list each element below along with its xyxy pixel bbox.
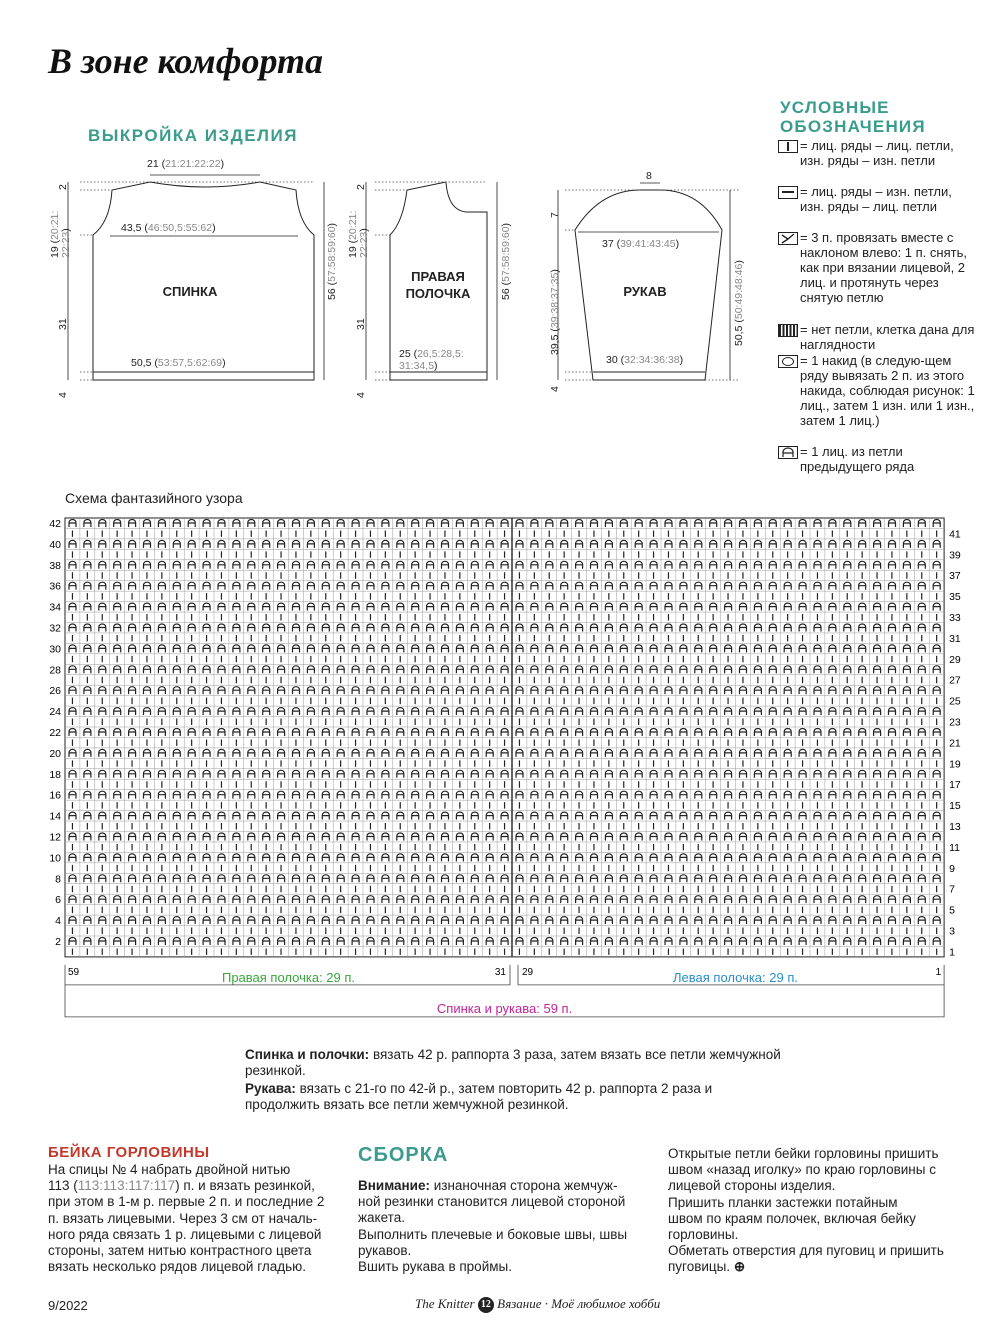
right-front-end: 31 <box>494 966 506 978</box>
legend-item-kbelow: = 1 лиц. из петли предыдущего ряда <box>778 444 978 459</box>
row-label: 35 <box>949 591 961 604</box>
pattern-heading: ВЫКРОЙКА ИЗДЕЛИЯ <box>88 126 298 145</box>
row-label: 2 <box>55 935 61 948</box>
legend-item-knit: = лиц. ряды – лиц. петли, изн. ряды – изн. петли <box>778 138 978 153</box>
legend-item-k3tog: = 3 п. провязать вместе с наклоном влево: 1 п. снять, как при вязании лицевой, 2 лиц. и протянуть через снятую петлю <box>778 230 978 245</box>
row-label: 17 <box>949 779 961 792</box>
sleeve-top-dim: 8 <box>646 170 652 182</box>
row-label: 32 <box>49 622 61 635</box>
left-front-label: Левая полочка: 29 п. <box>673 969 798 985</box>
row-label: 11 <box>949 841 961 854</box>
row-label: 8 <box>55 873 61 886</box>
sleeve-rib-dim: 4 <box>549 386 561 392</box>
stitch-chart <box>0 505 1000 1027</box>
front-rib-dim: 4 <box>355 392 367 398</box>
purl-stitch-icon <box>778 186 798 199</box>
row-label: 21 <box>949 737 961 750</box>
back-top-dim: 21 (21:21:22:22) <box>147 158 225 170</box>
front-shoulder-dim: 2 <box>355 184 367 190</box>
back-height-dim: 56 (57:58:59:60) <box>326 222 338 300</box>
yarn-over-icon <box>778 355 798 368</box>
assembly-heading: СБОРКА <box>358 1144 449 1166</box>
page-number: 12 <box>478 1297 494 1313</box>
row-label: 28 <box>49 664 61 677</box>
row-label: 40 <box>49 538 61 551</box>
row-label: 29 <box>949 653 961 666</box>
left-front-end: 1 <box>935 966 942 978</box>
row-label: 42 <box>49 517 61 530</box>
legend-heading-line1: УСЛОВНЫЕ <box>780 98 890 117</box>
legend-item-yo: = 1 накид (в следую-щем ряду вывязать 2 п. из этого накида, соблюдая рисунок: 1 лиц., затем 1 изн. или 1 изн., затем 1 лиц.) <box>778 353 978 368</box>
row-label: 3 <box>949 925 955 938</box>
back-label: СПИНКА <box>162 284 218 299</box>
k3tog-left-icon <box>778 232 798 245</box>
front-body-dim: 31 <box>355 318 367 330</box>
legend-item-purl: = лиц. ряды – изн. петли, изн. ряды – лиц. петли <box>778 184 978 199</box>
row-label: 9 <box>949 862 955 875</box>
sleeve-length-dim: 50,5 (50:49:48:46) <box>733 260 745 346</box>
row-label: 15 <box>949 800 961 813</box>
row-label: 39 <box>949 549 961 562</box>
row-label: 27 <box>949 674 961 687</box>
finish-text: Открытые петли бейки горловины пришить швом «назад иголку» по краю горловины с лицевой стороны изделия. Пришить планки застежки потайным швом по краям полочек, включая бейку горловины. Обметать отверстия для пуговиц и пришить пуговицы. ⊕ <box>668 1146 944 1275</box>
row-label: 6 <box>55 894 61 907</box>
page-title: В зоне комфорта <box>48 41 324 81</box>
row-label: 33 <box>949 612 961 624</box>
back-shoulder-dim: 2 <box>57 184 69 190</box>
no-stitch-icon <box>778 324 798 337</box>
sleeve-cap-dim: 7 <box>549 212 561 218</box>
row-label: 18 <box>49 768 61 781</box>
row-label: 5 <box>949 904 955 917</box>
row-label: 26 <box>49 685 61 698</box>
back-hem-dim: 50,5 (53:57,5:62:69) <box>131 357 226 369</box>
sleeve-width-dim: 37 (39:41:43:45) <box>602 238 680 250</box>
row-label: 36 <box>49 580 61 593</box>
legend-item-nostitch: = нет петли, клетка дана для наглядности <box>778 322 978 337</box>
row-label: 41 <box>949 528 961 541</box>
row-label: 30 <box>49 643 61 656</box>
row-label: 25 <box>949 695 961 708</box>
row-label: 14 <box>49 810 61 823</box>
sleeve-lower-dim: 39,5 (39:38:37:35) <box>549 269 561 355</box>
right-front-label: Правая полочка: 29 п. <box>221 969 356 985</box>
sleeve-label: РУКАВ <box>623 284 667 299</box>
note-sleeves: Рукава: вязать с 21-го по 42-й р., затем повторить 42 р. раппорта 2 раза и продолжить вязать все петли жемчужной резинкой. <box>245 1081 713 1112</box>
neck-text: На спицы № 4 набрать двойной нитью 113 (113:113:117:117) п. и вязать резинкой, при этом в 1-м р. первые 2 п. и последние 2 п. вязать лицевыми. Через 3 см от началь- ного ряда связать 1 р. лицевыми с лицевой стороны, затем нитью контрастного цвета вязать несколько рядов лицевой гладью. <box>48 1162 325 1275</box>
back-sleeve-label: Спинка и рукава: 59 п. <box>436 1000 573 1016</box>
pattern-schematic <box>0 150 770 410</box>
row-label: 12 <box>49 831 61 844</box>
assembly-text: Внимание: изнаночная сторона жемчуж- ной резинки становится лицевой стороной жакета. Выполнить плечевые и боковые швы, швы рукавов. Вшить рукава в проймы. <box>358 1178 628 1275</box>
row-label: 38 <box>49 559 61 572</box>
row-label: 13 <box>949 821 961 833</box>
sleeve-cuff-dim: 30 (32:34:36:38) <box>606 354 684 366</box>
back-armhole-dim: 19 (20:21: 22:23) <box>49 210 72 258</box>
front-label: ПРАВАЯ ПОЛОЧКА <box>405 269 471 301</box>
right-front-start: 59 <box>68 966 80 978</box>
schema-title: Схема фантазийного узора <box>65 490 243 506</box>
back-rib-dim: 4 <box>57 392 69 398</box>
back-body-dim: 31 <box>57 318 69 330</box>
left-front-start: 29 <box>522 966 534 978</box>
row-label: 37 <box>949 570 961 583</box>
note-body-fronts: Спинка и полочки: вязать 42 р. раппорта 3 раза, затем вязать все петли жемчужной резинкой. <box>245 1047 781 1078</box>
row-label: 22 <box>49 726 61 739</box>
row-label: 20 <box>49 747 61 760</box>
row-label: 24 <box>49 706 61 719</box>
issue-number: 9/2022 <box>48 1298 88 1313</box>
row-label: 23 <box>949 716 961 729</box>
end-mark-icon: ⊕ <box>733 1259 746 1275</box>
knit-below-icon <box>778 446 798 459</box>
row-label: 7 <box>949 883 955 896</box>
front-hem-dim: 25 (26,5:28,5: 31:34,5) <box>399 348 464 372</box>
row-label: 34 <box>49 601 61 614</box>
row-label: 1 <box>949 946 955 959</box>
legend-heading <box>780 98 980 136</box>
row-label: 31 <box>949 632 961 645</box>
row-label: 16 <box>49 789 61 802</box>
front-armhole-dim: 19 (20:21: 22:23) <box>347 210 370 258</box>
row-label: 4 <box>55 915 61 928</box>
magazine-footer: The Knitter 12 Вязание · Моё любимое хобби <box>415 1296 660 1313</box>
row-label: 10 <box>49 852 61 865</box>
front-height-dim: 56 (57:58:59:60) <box>500 222 512 300</box>
back-chest-dim: 43,5 (46:50,5:55:62) <box>121 222 216 234</box>
row-label: 19 <box>949 758 961 771</box>
back-outline <box>93 182 314 380</box>
knit-stitch-icon <box>778 140 798 153</box>
neck-heading: БЕЙКА ГОРЛОВИНЫ <box>48 1144 210 1161</box>
legend-heading-line2: ОБОЗНАЧЕНИЯ <box>780 117 926 136</box>
